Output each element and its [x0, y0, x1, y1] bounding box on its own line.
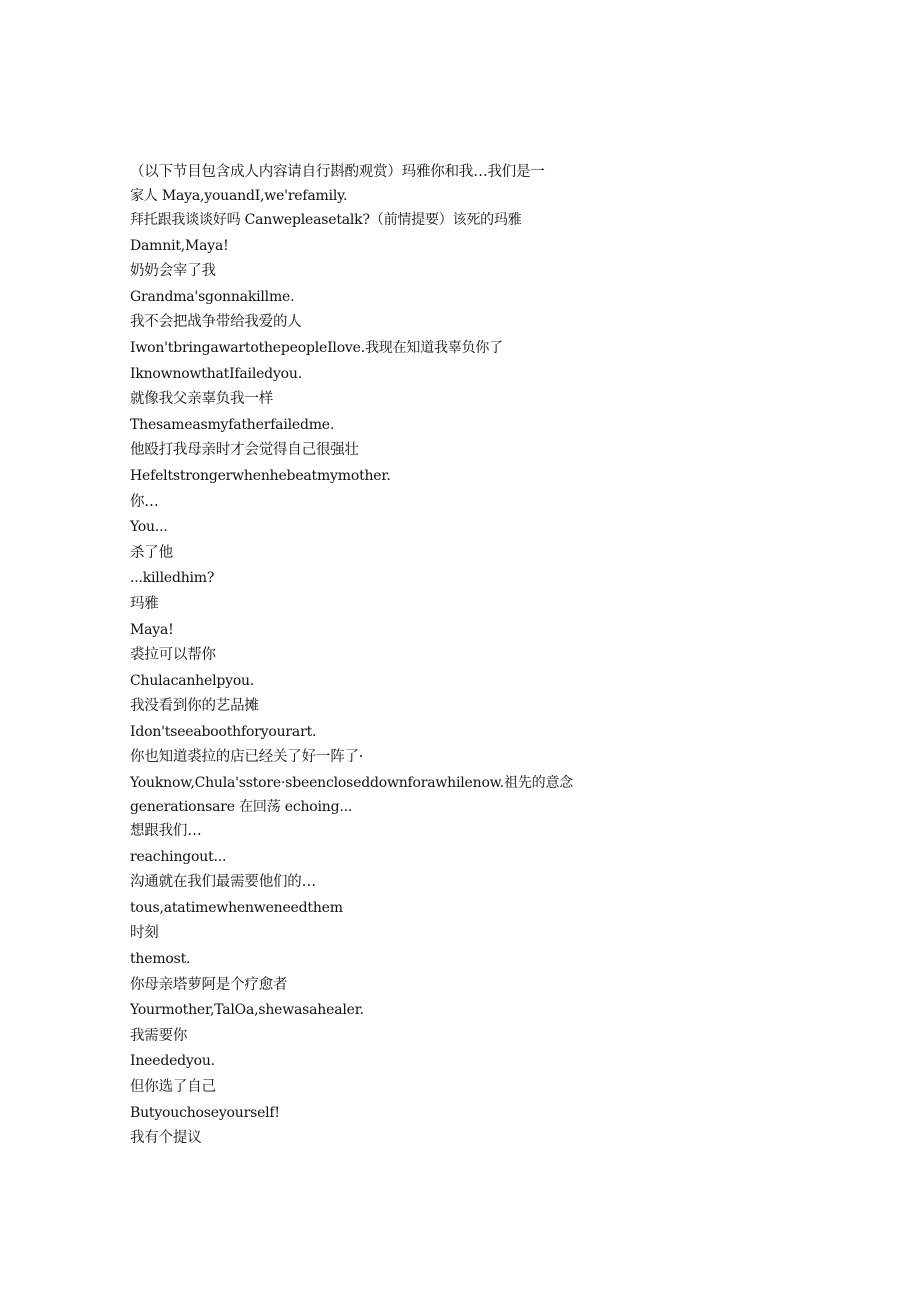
text-line: You... — [130, 519, 168, 536]
text-line: 我不会把战争带给我爱的人 — [130, 314, 302, 331]
text-line: 奶奶会宰了我 — [130, 263, 216, 280]
text-line: 家人 Maya,youandI,we'refamily. — [130, 188, 348, 204]
text-line: Ineededyou. — [130, 1053, 215, 1070]
text-line: reachingout... — [130, 848, 227, 865]
text-line: 我没看到你的艺品摊 — [130, 698, 259, 715]
text-line: Youknow,Chula'sstore·sbeencloseddownforawhilenow.祖先的意念 — [130, 775, 574, 792]
text-line: Damnit,Maya! — [130, 237, 229, 254]
text-line: Chulacanhelpyou. — [130, 672, 255, 689]
text-line: 想跟我们… — [130, 823, 202, 840]
text-line: 就像我父亲辜负我一样 — [130, 391, 273, 408]
text-line: generationsare 在回荡 echoing... — [130, 799, 353, 816]
text-line: Maya! — [130, 621, 174, 638]
text-line: 沟通就在我们最需要他们的… — [130, 874, 316, 891]
text-line: 玛雅 — [130, 595, 159, 612]
text-line: 裘拉可以帮你 — [130, 647, 216, 664]
text-line: 你… — [130, 493, 159, 510]
text-line: Hefeltstrongerwhenhebeatmymother. — [130, 467, 391, 484]
text-line: 时刻 — [130, 925, 159, 942]
text-line: tous,atatimewhenweneedthem — [130, 899, 343, 916]
text-line: Thesameasmyfatherfailedme. — [130, 416, 335, 433]
text-line: （以下节目包含成人内容请自行斟酌观赏）玛雅你和我…我们是一 — [130, 164, 545, 180]
text-line: 我有个提议 — [130, 1130, 202, 1147]
text-line: Iwon'tbringawartothepeopleIlove.我现在知道我辜负你了 — [130, 339, 503, 356]
text-line: 他殴打我母亲时才会觉得自己很强壮 — [130, 442, 359, 459]
text-line: 我需要你 — [130, 1027, 188, 1044]
text-line: Idon'tseeaboothforyourart. — [130, 723, 317, 740]
text-line: IknownowthatIfailedyou. — [130, 365, 302, 382]
text-line: 你也知道裘拉的店已经关了好一阵了· — [130, 749, 364, 766]
document-page — [130, 160, 590, 1152]
text-line: themost. — [130, 951, 191, 968]
text-line: 你母亲塔萝阿是个疗愈者 — [130, 976, 288, 993]
text-line: 杀了他 — [130, 544, 173, 561]
text-line: 拜托跟我谈谈好吗 Canwepleasetalk?（前情提要）该死的玛雅 — [130, 212, 522, 228]
text-line: Yourmother,TalOa,shewasahealer. — [130, 1002, 364, 1019]
text-line: 但你选了自己 — [130, 1079, 216, 1095]
text-line: Butyouchoseyourself! — [130, 1104, 280, 1121]
text-line: Grandma'sgonnakillme. — [130, 288, 295, 305]
text-line: ...killedhim? — [130, 570, 215, 587]
